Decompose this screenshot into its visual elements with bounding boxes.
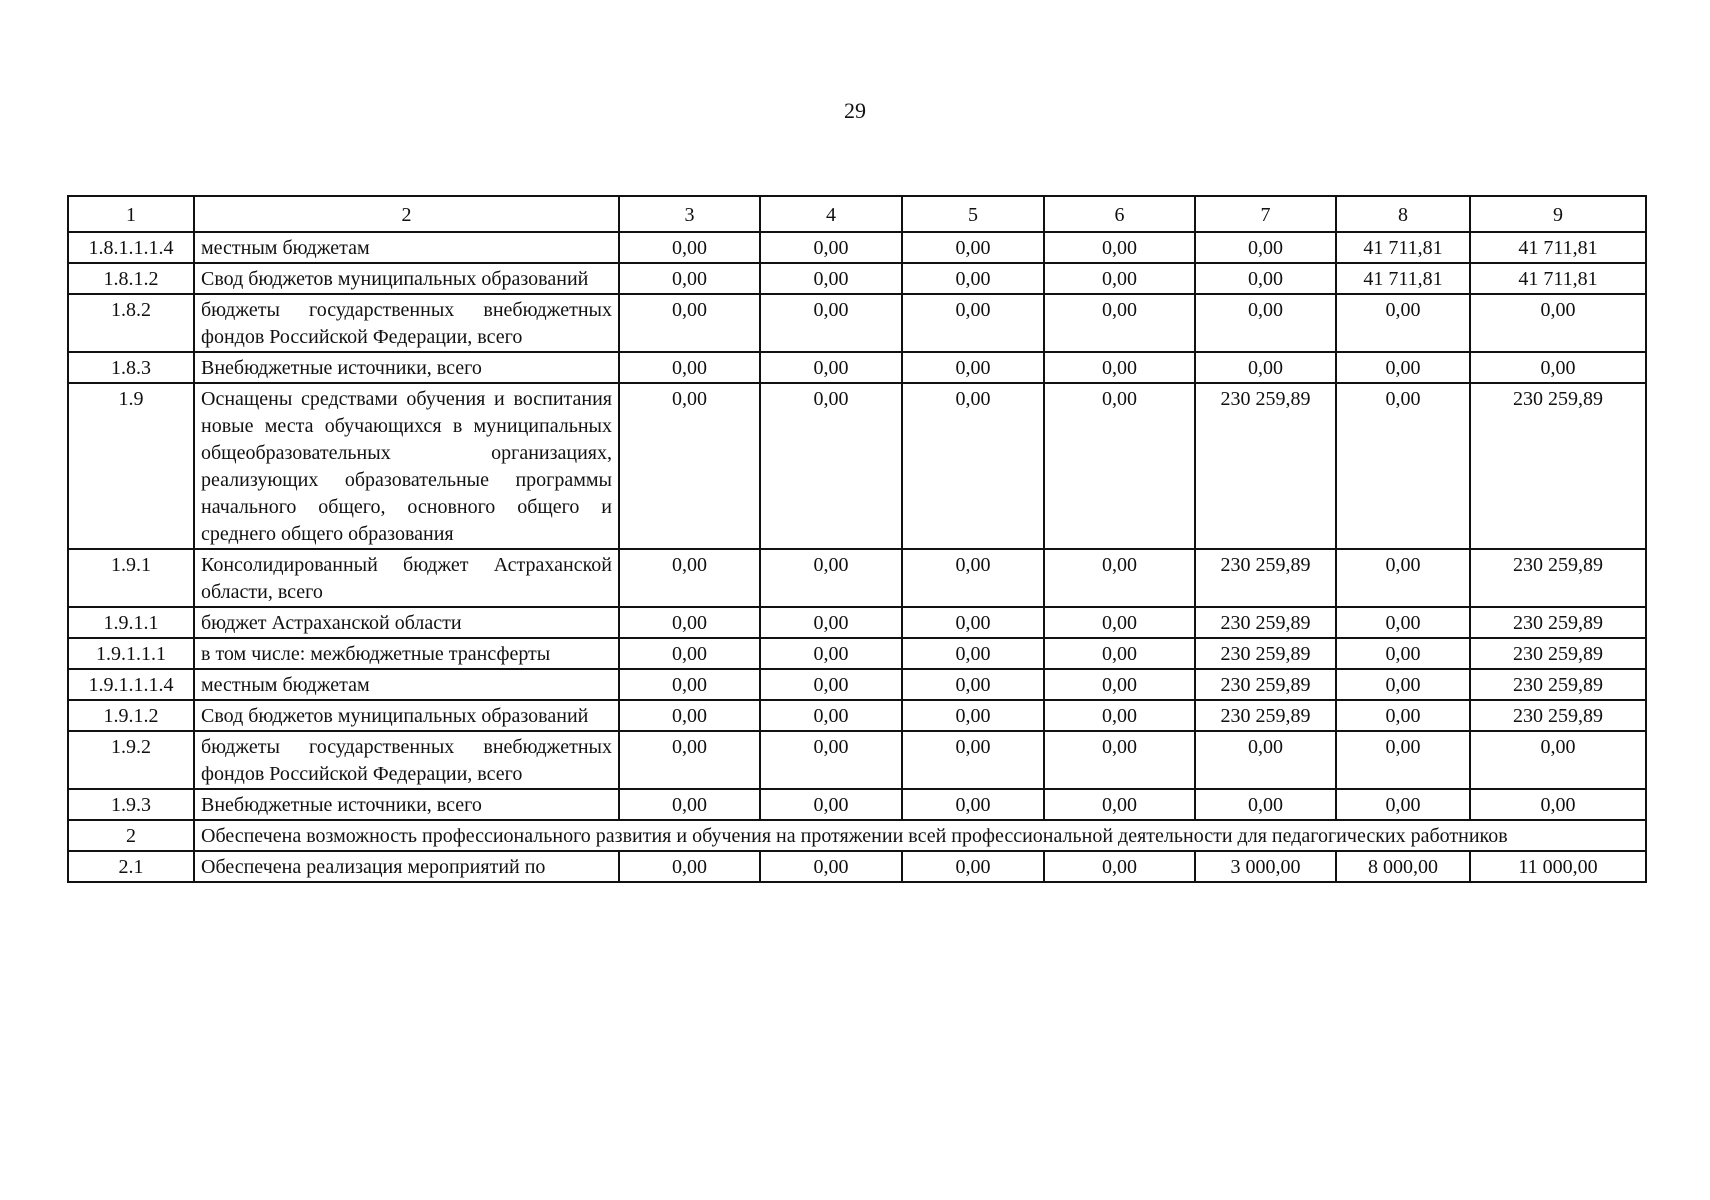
row-value: 230 259,89 xyxy=(1195,383,1336,549)
header-cell: 5 xyxy=(902,196,1044,232)
row-value: 0,00 xyxy=(619,789,760,820)
row-value: 41 711,81 xyxy=(1336,232,1470,263)
table-row xyxy=(68,700,1646,731)
row-value: 0,00 xyxy=(1336,789,1470,820)
row-value: 230 259,89 xyxy=(1195,700,1336,731)
row-value: 230 259,89 xyxy=(1470,638,1646,669)
table-row xyxy=(68,638,1646,669)
row-value: 0,00 xyxy=(760,549,902,607)
row-value: 0,00 xyxy=(1336,638,1470,669)
header-cell: 4 xyxy=(760,196,902,232)
table-row xyxy=(68,669,1646,700)
row-value: 230 259,89 xyxy=(1470,700,1646,731)
row-value: 0,00 xyxy=(902,731,1044,789)
header-cell: 9 xyxy=(1470,196,1646,232)
row-value: 0,00 xyxy=(619,638,760,669)
header-cell: 1 xyxy=(68,196,194,232)
table-row xyxy=(68,232,1646,263)
row-value: 0,00 xyxy=(1195,789,1336,820)
row-value: 230 259,89 xyxy=(1195,607,1336,638)
row-code: 1.9 xyxy=(68,383,194,549)
row-code: 1.8.1.1.1.4 xyxy=(68,232,194,263)
row-name: местным бюджетам xyxy=(194,232,619,263)
row-value: 0,00 xyxy=(902,851,1044,882)
row-value: 0,00 xyxy=(760,383,902,549)
row-value: 0,00 xyxy=(619,263,760,294)
row-name: Обеспечена реализация мероприятий по xyxy=(194,851,619,882)
row-value: 0,00 xyxy=(619,700,760,731)
section-row xyxy=(68,820,1646,851)
row-name: местным бюджетам xyxy=(194,669,619,700)
row-value: 0,00 xyxy=(1336,607,1470,638)
row-value: 0,00 xyxy=(1336,294,1470,352)
row-value: 230 259,89 xyxy=(1470,607,1646,638)
row-value: 0,00 xyxy=(1195,731,1336,789)
row-value: 0,00 xyxy=(1044,789,1195,820)
row-value: 0,00 xyxy=(1195,352,1336,383)
header-cell: 6 xyxy=(1044,196,1195,232)
row-value: 41 711,81 xyxy=(1470,263,1646,294)
row-value: 0,00 xyxy=(902,789,1044,820)
row-value: 0,00 xyxy=(1336,700,1470,731)
row-value: 0,00 xyxy=(1336,352,1470,383)
row-code: 1.8.1.2 xyxy=(68,263,194,294)
row-value: 0,00 xyxy=(1044,700,1195,731)
header-cell: 7 xyxy=(1195,196,1336,232)
section-code: 2 xyxy=(68,820,194,851)
section-name: Обеспечена возможность профессионального развития и обучения на протяжении всей профессиональной деятельности для педагогических работников xyxy=(194,820,1646,851)
row-name: бюджеты государственных внебюджетных фондов Российской Федерации, всего xyxy=(194,294,619,352)
row-value: 0,00 xyxy=(902,669,1044,700)
row-code: 1.9.1.2 xyxy=(68,700,194,731)
table-row xyxy=(68,383,1646,549)
row-code: 1.9.3 xyxy=(68,789,194,820)
row-name: Свод бюджетов муниципальных образований xyxy=(194,700,619,731)
page-number: 29 xyxy=(844,98,866,123)
row-value: 0,00 xyxy=(760,607,902,638)
row-name: Внебюджетные источники, всего xyxy=(194,789,619,820)
row-value: 8 000,00 xyxy=(1336,851,1470,882)
row-value: 230 259,89 xyxy=(1470,383,1646,549)
row-code: 1.9.1.1 xyxy=(68,607,194,638)
row-value: 0,00 xyxy=(1044,638,1195,669)
row-value: 0,00 xyxy=(760,731,902,789)
row-value: 0,00 xyxy=(619,607,760,638)
row-value: 0,00 xyxy=(1336,669,1470,700)
row-value: 0,00 xyxy=(760,638,902,669)
row-value: 0,00 xyxy=(1044,383,1195,549)
row-value: 0,00 xyxy=(1044,851,1195,882)
row-value: 0,00 xyxy=(902,232,1044,263)
row-name: Внебюджетные источники, всего xyxy=(194,352,619,383)
row-value: 41 711,81 xyxy=(1470,232,1646,263)
row-value: 0,00 xyxy=(760,789,902,820)
row-value: 0,00 xyxy=(1336,549,1470,607)
row-value: 3 000,00 xyxy=(1195,851,1336,882)
header-cell: 8 xyxy=(1336,196,1470,232)
row-code: 1.9.1.1.1 xyxy=(68,638,194,669)
row-value: 0,00 xyxy=(619,383,760,549)
row-value: 0,00 xyxy=(1336,731,1470,789)
row-value: 0,00 xyxy=(902,607,1044,638)
row-value: 0,00 xyxy=(619,731,760,789)
row-value: 230 259,89 xyxy=(1195,549,1336,607)
row-code: 2.1 xyxy=(68,851,194,882)
row-value: 230 259,89 xyxy=(1195,638,1336,669)
row-value: 0,00 xyxy=(1044,607,1195,638)
header-cell: 2 xyxy=(194,196,619,232)
row-value: 41 711,81 xyxy=(1336,263,1470,294)
row-value: 230 259,89 xyxy=(1470,669,1646,700)
row-name: бюджеты государственных внебюджетных фондов Российской Федерации, всего xyxy=(194,731,619,789)
header-cell: 3 xyxy=(619,196,760,232)
table-row xyxy=(68,731,1646,789)
row-code: 1.8.2 xyxy=(68,294,194,352)
row-value: 0,00 xyxy=(1044,669,1195,700)
header-row xyxy=(68,196,1646,232)
row-value: 0,00 xyxy=(902,263,1044,294)
row-value: 0,00 xyxy=(760,232,902,263)
table-row xyxy=(68,263,1646,294)
row-value: 0,00 xyxy=(902,352,1044,383)
row-code: 1.8.3 xyxy=(68,352,194,383)
row-value: 0,00 xyxy=(902,638,1044,669)
row-value: 0,00 xyxy=(1195,232,1336,263)
row-value: 0,00 xyxy=(1044,263,1195,294)
row-value: 0,00 xyxy=(1195,263,1336,294)
row-value: 0,00 xyxy=(619,549,760,607)
row-value: 0,00 xyxy=(1044,731,1195,789)
table-row xyxy=(68,607,1646,638)
row-value: 0,00 xyxy=(1336,383,1470,549)
row-name: в том числе: межбюджетные трансферты xyxy=(194,638,619,669)
row-value: 0,00 xyxy=(902,294,1044,352)
row-value: 0,00 xyxy=(760,700,902,731)
row-value: 0,00 xyxy=(1044,294,1195,352)
row-value: 0,00 xyxy=(902,549,1044,607)
budget-table xyxy=(67,195,1647,883)
row-value: 11 000,00 xyxy=(1470,851,1646,882)
row-value: 0,00 xyxy=(1044,549,1195,607)
row-value: 0,00 xyxy=(1044,232,1195,263)
row-value: 0,00 xyxy=(1044,352,1195,383)
row-value: 0,00 xyxy=(760,669,902,700)
table-row xyxy=(68,294,1646,352)
row-value: 230 259,89 xyxy=(1470,549,1646,607)
row-value: 0,00 xyxy=(902,383,1044,549)
row-value: 0,00 xyxy=(619,294,760,352)
table-row xyxy=(68,851,1646,882)
row-value: 0,00 xyxy=(760,851,902,882)
table-row xyxy=(68,549,1646,607)
row-value: 0,00 xyxy=(760,294,902,352)
row-value: 0,00 xyxy=(1470,294,1646,352)
row-code: 1.9.2 xyxy=(68,731,194,789)
row-code: 1.9.1 xyxy=(68,549,194,607)
row-value: 0,00 xyxy=(902,700,1044,731)
row-value: 0,00 xyxy=(1470,731,1646,789)
row-value: 0,00 xyxy=(760,352,902,383)
row-value: 0,00 xyxy=(1195,294,1336,352)
row-name: Консолидированный бюджет Астраханской области, всего xyxy=(194,549,619,607)
row-value: 230 259,89 xyxy=(1195,669,1336,700)
row-value: 0,00 xyxy=(619,352,760,383)
table-row xyxy=(68,789,1646,820)
row-name: Оснащены средствами обучения и воспитания новые места обучающихся в муниципальных общеобразовательных организациях, реализующих образовательные программы начального общего, основного общего и среднего общего образования xyxy=(194,383,619,549)
row-value: 0,00 xyxy=(619,232,760,263)
row-value: 0,00 xyxy=(1470,789,1646,820)
row-value: 0,00 xyxy=(619,669,760,700)
row-name: Свод бюджетов муниципальных образований xyxy=(194,263,619,294)
row-value: 0,00 xyxy=(760,263,902,294)
row-code: 1.9.1.1.1.4 xyxy=(68,669,194,700)
row-name: бюджет Астраханской области xyxy=(194,607,619,638)
row-value: 0,00 xyxy=(1470,352,1646,383)
row-value: 0,00 xyxy=(619,851,760,882)
table-row xyxy=(68,352,1646,383)
